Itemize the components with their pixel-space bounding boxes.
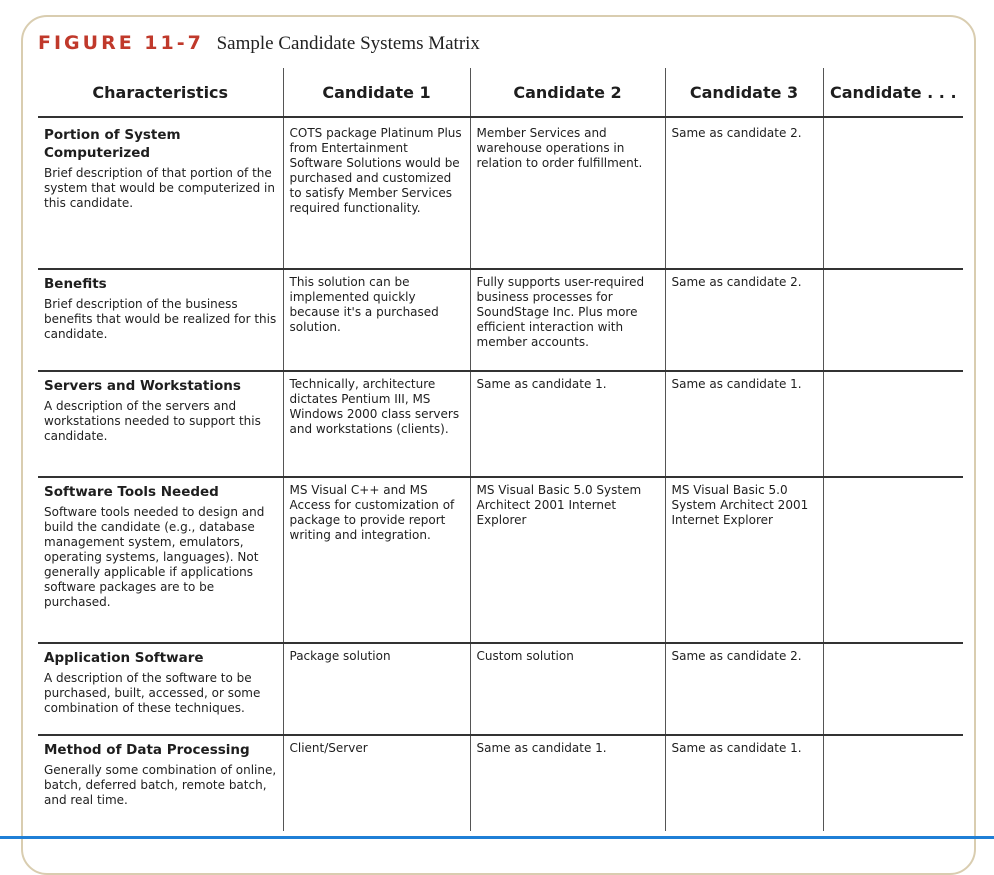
header-candidate-3: Candidate 3 — [665, 68, 823, 117]
candidate-2-cell: Same as candidate 1. — [470, 735, 665, 831]
figure-label: FIGURE 11-7 — [38, 32, 204, 54]
candidate-more-cell — [823, 643, 963, 735]
characteristic-description: A description of the software to be purchased, built, accessed, or some combination of these techniques. — [44, 671, 261, 715]
candidate-more-cell — [823, 371, 963, 477]
candidate-3-cell: Same as candidate 2. — [665, 269, 823, 371]
candidate-1-cell: Client/Server — [283, 735, 470, 831]
characteristic-description: A description of the servers and workstations needed to support this candidate. — [44, 399, 261, 443]
table-row — [38, 643, 963, 735]
candidate-more-cell — [823, 735, 963, 831]
characteristic-cell — [38, 735, 283, 831]
candidate-2-cell: MS Visual Basic 5.0 System Architect 2001 Internet Explorer — [470, 477, 665, 643]
characteristic-title: Application Software — [44, 650, 204, 666]
characteristic-cell — [38, 371, 283, 477]
candidate-3-cell: MS Visual Basic 5.0 System Architect 2001 Internet Explorer — [665, 477, 823, 643]
candidate-systems-matrix — [38, 68, 963, 831]
candidate-1-cell: COTS package Platinum Plus from Entertainment Software Solutions would be purchased and customized to satisfy Member Services required functionality. — [283, 117, 470, 269]
figure-title: Sample Candidate Systems Matrix — [216, 33, 480, 54]
header-candidate-1: Candidate 1 — [283, 68, 470, 117]
table-row — [38, 269, 963, 371]
candidate-2-cell: Member Services and warehouse operations in relation to order fulfillment. — [470, 117, 665, 269]
header-row — [38, 68, 963, 117]
candidate-1-cell: MS Visual C++ and MS Access for customization of package to provide report writing and integration. — [283, 477, 470, 643]
table-row — [38, 117, 963, 269]
candidate-3-cell: Same as candidate 1. — [665, 371, 823, 477]
characteristic-title: Portion of System Computerized — [44, 127, 181, 161]
table-row — [38, 477, 963, 643]
candidate-3-cell: Same as candidate 1. — [665, 735, 823, 831]
candidate-1-cell: Technically, architecture dictates Pentium III, MS Windows 2000 class servers and workstations (clients). — [283, 371, 470, 477]
characteristic-description: Brief description of that portion of the system that would be computerized in this candidate. — [44, 166, 275, 210]
candidate-3-cell: Same as candidate 2. — [665, 117, 823, 269]
characteristic-description: Brief description of the business benefits that would be realized for this candidate. — [44, 297, 277, 341]
header-characteristics: Characteristics — [38, 68, 283, 117]
figure-caption — [38, 32, 480, 55]
characteristic-cell — [38, 117, 283, 269]
candidate-3-cell: Same as candidate 2. — [665, 643, 823, 735]
characteristic-description: Software tools needed to design and build the candidate (e.g., database management system, emulators, operating systems, languages). Not generally applicable if applications software packages are to be purchased. — [44, 505, 265, 609]
table-row — [38, 371, 963, 477]
characteristic-title: Method of Data Processing — [44, 742, 250, 758]
characteristic-cell — [38, 477, 283, 643]
characteristic-cell — [38, 643, 283, 735]
candidate-1-cell: This solution can be implemented quickly because it's a purchased solution. — [283, 269, 470, 371]
candidate-2-cell: Custom solution — [470, 643, 665, 735]
candidate-more-cell — [823, 477, 963, 643]
header-candidate-2: Candidate 2 — [470, 68, 665, 117]
characteristic-cell — [38, 269, 283, 371]
characteristic-title: Benefits — [44, 276, 107, 292]
table-row — [38, 735, 963, 831]
characteristic-title: Software Tools Needed — [44, 484, 219, 500]
candidate-2-cell: Fully supports user-required business processes for SoundStage Inc. Plus more efficient interaction with member accounts. — [470, 269, 665, 371]
characteristic-title: Servers and Workstations — [44, 378, 241, 394]
candidate-2-cell: Same as candidate 1. — [470, 371, 665, 477]
page-bottom-rule — [0, 836, 994, 839]
characteristic-description: Generally some combination of online, batch, deferred batch, remote batch, and real time. — [44, 763, 277, 807]
candidate-more-cell — [823, 117, 963, 269]
candidate-more-cell — [823, 269, 963, 371]
header-candidate-more: Candidate . . . — [823, 68, 963, 117]
candidate-1-cell: Package solution — [283, 643, 470, 735]
